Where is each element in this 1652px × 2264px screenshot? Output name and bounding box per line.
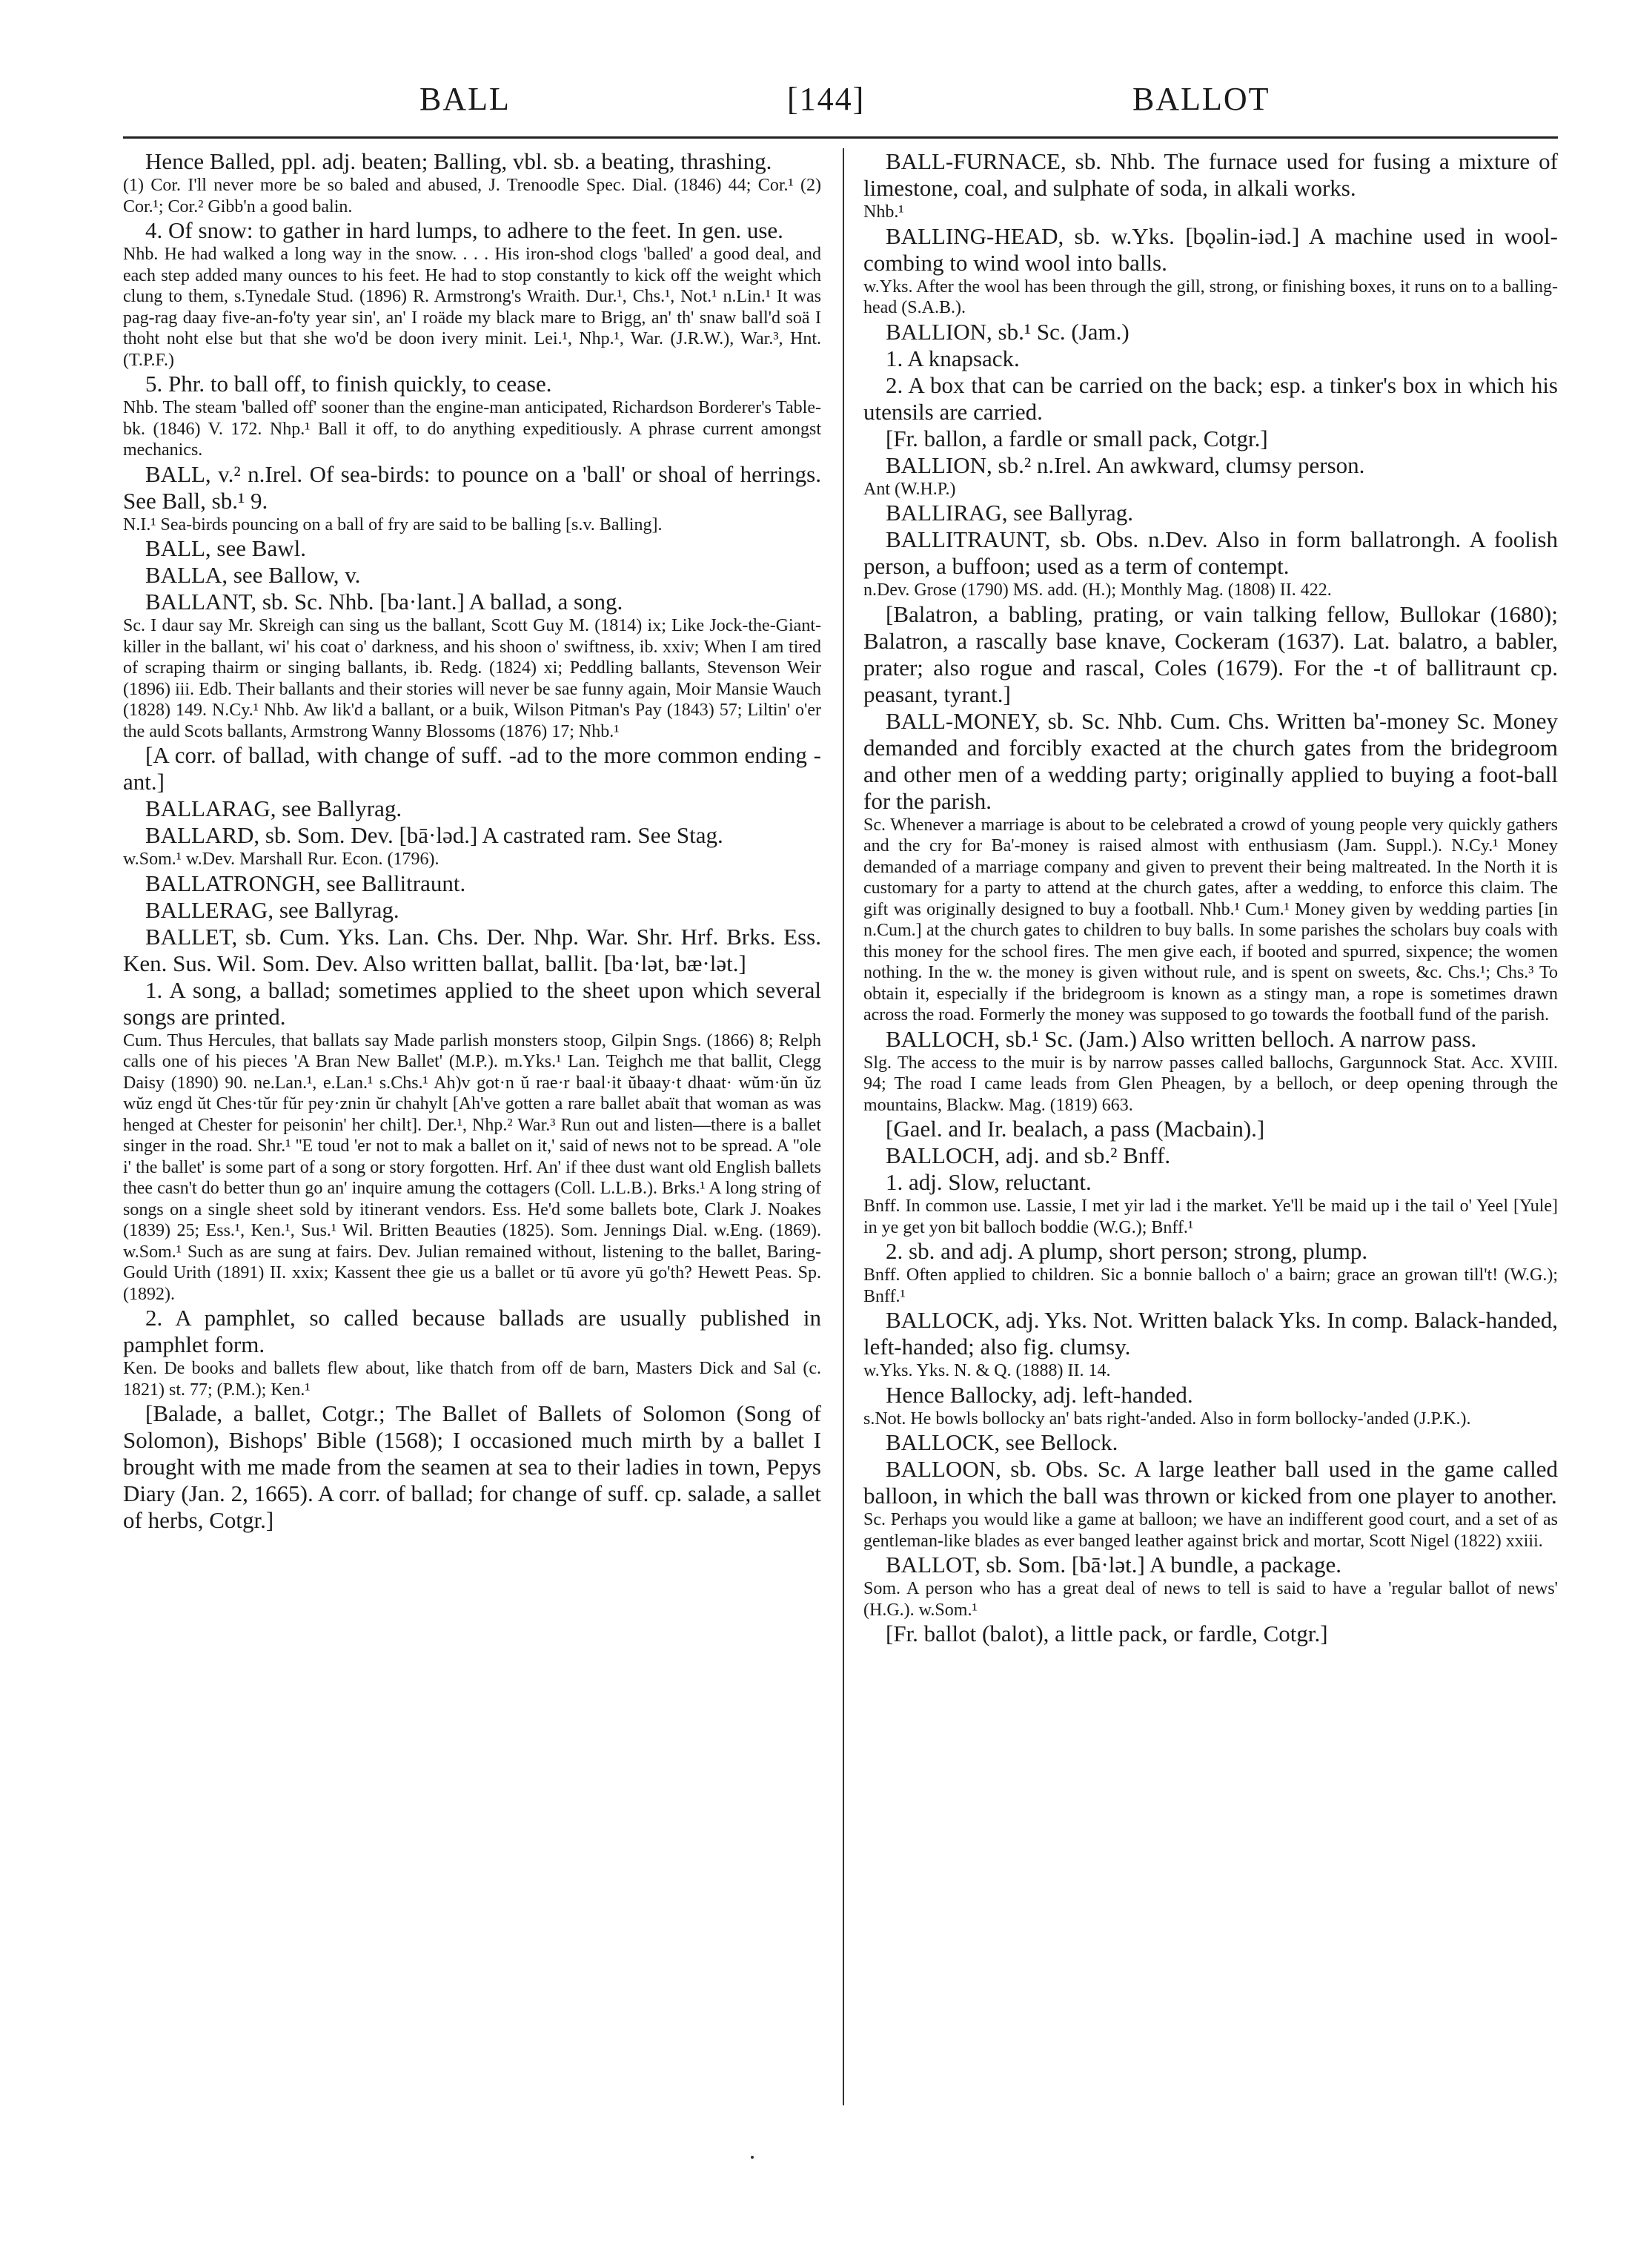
entry-paragraph: 1. A song, a ballad; sometimes applied to the sheet upon which several songs are printed. (123, 976, 821, 1030)
citation-block: (1) Cor. I'll never more be so baled and abused, J. Trenoodle Spec. Dial. (1846) 44; Cor.¹ (2) Cor.¹; Cor.² Gibb'n a good balin. (123, 176, 821, 216)
column-divider (843, 148, 844, 2105)
entry-paragraph: BALL, see Bawl. (145, 535, 306, 561)
left-column (123, 148, 821, 1534)
entry-paragraph: 2. A box that can be carried on the back; esp. a tinker's box in which his utensils are carried. (863, 371, 1558, 425)
entry-paragraph: 1. adj. Slow, reluctant. (886, 1169, 1092, 1195)
entry-paragraph: BALLOCK, adj. Yks. Not. Written balack Yks. In comp. Balack-handed, left-handed; also fig. clumsy. (863, 1307, 1558, 1360)
entry-paragraph: BALLION, sb.² n.Irel. An awkward, clumsy person. (886, 451, 1365, 478)
citation-block: Nhb.¹ (863, 202, 904, 222)
entry-paragraph: BALLA, see Ballow, v. (145, 562, 361, 588)
entry-paragraph: BALL-MONEY, sb. Sc. Nhb. Cum. Chs. Written ba'-money Sc. Money demanded and forcibly exacted at the church gates from the bridegroom and other men of a wedding party; originally applied to buying a foot-ball for the parish. (863, 707, 1558, 814)
citation-block: Cum. Thus Hercules, that ballats say Made parlish monsters stoop, Gilpin Sngs. (1866) 8; Relph calls one of his pieces 'A Bran New Ballet' (M.P.). m.Yks.¹ Lan. Teighch me that ballit, Clegg Daisy (1890) 90. ne.Lan.¹, e.Lan.¹ s.Chs.¹ Ah)v got·n ŭ rae·r baal·it ŭbaay·t dhaat· wŭm·ŭn ŭz wŭz engd ŭt Ches·tŭr fŭr pey·znin ŭr chahylt [Ah've gotten a rare ballet abaït that woman as was henged at Chester for peisonin' her chilt]. Der.¹, Nhp.² War.³ Run out and listen—there is a ballet singer in the road. Shr.¹ ''E toud 'er not to mak a ballet on it,' said of news not to be spread. A ''ole i' the ballet' is some part of a song or story forgotten. Hrf. An' if thee dust want old English ballets thee casn't do better thun go an' inquire amung the cottagers (Coll. L.L.B.). Brks.¹ A long string of songs on a single sheet sold by itinerant vendors. Ess. He'd some ballets bote, Clark J. Noakes (1839) 25; Ess.¹, Ken.¹, Sus.¹ Wil. Britten Beauties (1825). Som. Jennings Dial. w.Eng. (1869). w.Som.¹ Such as are sung at fairs. Dev. Julian remained without, listening to the ballet, Baring-Gould Urith (1891) II. xxix; Kassent thee gie us a ballet or tū avore yū go'th? Hewett Peas. Sp. (1892). (123, 1030, 821, 1304)
entry-paragraph: BALLOT, sb. Som. [bā·lət.] A bundle, a package. (886, 1552, 1341, 1578)
entry-paragraph: BALLARD, sb. Som. Dev. [bā·ləd.] A castrated ram. See Stag. (145, 822, 723, 848)
entry-paragraph: BALLERAG, see Ballyrag. (145, 896, 399, 923)
entry-paragraph: BALL-FURNACE, sb. Nhb. The furnace used for fusing a mixture of limestone, coal, and sulphate of soda, in alkali works. (863, 148, 1558, 201)
entry-paragraph: BALLOON, sb. Obs. Sc. A large leather ball used in the game called balloon, in which the ball was thrown or kicked from one player to another. (863, 1456, 1558, 1509)
entry-paragraph: [Balatron, a babling, prating, or vain talking fellow, Bullokar (1680); Balatron, a rascally base knave, Cockeram (1637). Lat. balatro, a babler, prater; also rogue and rascal, Coles (1679). For the -t of ballitraunt cp. peasant, tyrant.] (863, 600, 1558, 707)
header-rule (123, 136, 1558, 139)
footer-mark (751, 2156, 754, 2159)
entry-paragraph: [Fr. ballon, a fardle or small pack, Cotgr.] (886, 425, 1268, 451)
entry-paragraph: BALLOCK, see Bellock. (886, 1429, 1118, 1455)
citation-block: w.Yks. Yks. N. & Q. (1888) II. 14. (863, 1361, 1111, 1380)
entry-paragraph: [A corr. of ballad, with change of suff. -ad to the more common ending -ant.] (123, 742, 821, 795)
entry-paragraph: 2. A pamphlet, so called because ballads are usually published in pamphlet form. (123, 1305, 821, 1357)
entry-paragraph: 4. Of snow: to gather in hard lumps, to adhere to the feet. In gen. use. (145, 217, 783, 243)
citation-block: Sc. I daur say Mr. Skreigh can sing us the ballant, Scott Guy M. (1814) ix; Like Jock-the-Giant-killer in the ballant, wi' his coat o' darkness, and his shoon o' swiftness, ib. xxiv; When I am tired of scraping thairm or singing ballants, ib. Redg. (1824) xi; Peddling ballants, Stevenson Weir (1896) iii. Edb. Their ballants and their stories will never be sae funny again, Moir Mansie Wauch (1828) 149. N.Cy.¹ Nhb. Aw lik'd a ballant, or a buik, Wilson Pitman's Pay (1843) 57; Liltin' o'er the auld Scots ballants, Armstrong Wanny Blossoms (1876) 17; Nhb.¹ (123, 616, 821, 741)
page-number: [144] (787, 81, 866, 117)
entry-paragraph: BALLANT, sb. Sc. Nhb. [ba·lant.] A ballad, a song. (145, 589, 623, 615)
entry-paragraph: 1. A knapsack. (886, 345, 1020, 371)
citation-block: Nhb. The steam 'balled off' sooner than the engine-man anticipated, Richardson Borderer's Table-bk. (1846) V. 172. Nhp.¹ Ball it off, to do anything expeditiously. A phrase current amongst mechanics. (123, 398, 821, 460)
entry-paragraph: [Balade, a ballet, Cotgr.; The Ballet of Ballets of Solomon (Song of Solomon), Bishops' Bible (1568); I occasioned much mirth by a ballet I brought with me made from the seamen at sea to their ladies in town, Pepys Diary (Jan. 2, 1665). A corr. of ballad; for change of suff. cp. salade, a sallet of herbs, Cotgr.] (123, 1400, 821, 1533)
citation-block: w.Yks. After the wool has been through the gill, strong, or finishing boxes, it runs on to a balling-head (S.A.B.). (863, 277, 1558, 317)
entry-paragraph: Hence Balled, ppl. adj. beaten; Balling, vbl. sb. a beating, thrashing. (145, 148, 772, 174)
entry-paragraph: 2. sb. and adj. A plump, short person; strong, plump. (886, 1238, 1368, 1264)
entry-paragraph: BALLATRONGH, see Ballitraunt. (145, 870, 466, 896)
entry-paragraph: BALL, v.² n.Irel. Of sea-birds: to pounce on a 'ball' or shoal of herrings. See Ball, sb.¹ 9. (123, 460, 821, 514)
entry-paragraph: BALLION, sb.¹ Sc. (Jam.) (886, 318, 1129, 345)
citation-block: n.Dev. Grose (1790) MS. add. (H.); Monthly Mag. (1808) II. 422. (863, 580, 1332, 600)
running-head-right: BALLOT (1132, 81, 1270, 117)
citation-block: Bnff. In common use. Lassie, I met yir lad i the market. Ye'll be maid up i the tail o' Yeel [Yule] in ye get yon bit balloch boddie (W.G.); Bnff.¹ (863, 1196, 1558, 1237)
entry-paragraph: 5. Phr. to ball off, to finish quickly, to cease. (145, 371, 552, 397)
entry-paragraph: BALLARAG, see Ballyrag. (145, 795, 402, 821)
citation-block: Ken. De books and ballets flew about, like thatch from off de barn, Masters Dick and Sal (c. 1821) st. 77; (P.M.); Ken.¹ (123, 1359, 821, 1400)
citation-block: Sc. Perhaps you would like a game at balloon; we have an indifferent good court, and a set of as gentleman-like blades as ever banged leather against brick and mortar, Scott Nigel (1822) xxiii. (863, 1510, 1558, 1551)
entry-paragraph: BALLET, sb. Cum. Yks. Lan. Chs. Der. Nhp. War. Shr. Hrf. Brks. Ess. Ken. Sus. Wil. Som. Dev. Also written ballat, ballit. [ba·lət, bæ·lət.] (123, 923, 821, 976)
entry-paragraph: BALLIRAG, see Ballyrag. (886, 500, 1134, 526)
citation-block: Bnff. Often applied to children. Sic a bonnie balloch o' a bairn; grace an growan till't! (W.G.); Bnff.¹ (863, 1265, 1558, 1306)
citation-block: w.Som.¹ w.Dev. Marshall Rur. Econ. (1796). (123, 850, 439, 869)
entry-paragraph: [Fr. ballot (balot), a little pack, or fardle, Cotgr.] (886, 1621, 1328, 1646)
citation-block: N.I.¹ Sea-birds pouncing on a ball of fry are said to be balling [s.v. Balling]. (123, 514, 663, 534)
entry-paragraph: BALLOCH, adj. and sb.² Bnff. (886, 1142, 1171, 1168)
citation-block: Som. A person who has a great deal of news to tell is said to have a 'regular ballot of news' (H.G.). w.Som.¹ (863, 1579, 1558, 1620)
running-head-left: BALL (419, 81, 511, 117)
entry-paragraph: BALLING-HEAD, sb. w.Yks. [bǫəlin-iəd.] A machine used in wool-combing to wind wool into balls. (863, 222, 1558, 276)
citation-block: s.Not. He bowls bollocky an' bats right-'anded. Also in form bollocky-'anded (J.P.K.). (863, 1409, 1471, 1429)
citation-block: Slg. The access to the muir is by narrow passes called ballochs, Gargunnock Stat. Acc. XVIII. 94; The road I came leads from Glen Pheagen, by a belloch, or deep opening through the mountains, Blackw. Mag. (1819) 663. (863, 1053, 1558, 1115)
citation-block: Nhb. He had walked a long way in the snow. . . . His iron-shod clogs 'balled' a good deal, and each step added many ounces to his feet. He had to stop constantly to kick off the weight which clung to them, s.Tynedale Stud. (1896) R. Armstrong's Wraith. Dur.¹, Chs.¹, Not.¹ n.Lin.¹ It was pag-rag daay five-an-fo'ty year sin', an' I roäde my black mare to Brigg, an' th' snaw ball'd soä I thoht noht else but that she wo'd be doon ivery minit. Lei.¹, Nhp.¹, War. (J.R.W.), War.³, Hnt. (T.P.F.) (123, 245, 821, 370)
entry-paragraph: BALLOCH, sb.¹ Sc. (Jam.) Also written belloch. A narrow pass. (886, 1025, 1477, 1052)
entry-paragraph: [Gael. and Ir. bealach, a pass (Macbain).] (886, 1116, 1265, 1142)
entry-paragraph: BALLITRAUNT, sb. Obs. n.Dev. Also in form ballatrongh. A foolish person, a buffoon; used as a term of contempt. (863, 526, 1558, 579)
citation-block: Ant (W.H.P.) (863, 479, 956, 499)
entry-paragraph: Hence Ballocky, adj. left-handed. (886, 1381, 1193, 1408)
right-column (863, 148, 1558, 1647)
citation-block: Sc. Whenever a marriage is about to be celebrated a crowd of young people very quickly gathers and the cry for Ba'-money is raised almost with enthusiasm (Jam. Suppl.). N.Cy.¹ Money demanded of a marriage company and given to prevent their being maltreated. In the North it is customary for a party to attend at the church gates, after a wedding, to enforce this claim. The gift was originally designed to buy a football. Nhb.¹ Cum.¹ Money given by wedding parties [in n.Cum.] at the church gates to children to buy balls. In some parishes the scholars buy coals with this money for the school fires. The men give each, if booted and spurred, sixpence; the women nothing. In the w. the money is given without rule, and is spent on sweets, &c. Chs.¹; Chs.³ To obtain it, especially if the bridegroom is known as a stingy man, a rope is sometimes drawn across the road. Formerly the money was supposed to go towards the football fund of the parish. (863, 815, 1558, 1025)
